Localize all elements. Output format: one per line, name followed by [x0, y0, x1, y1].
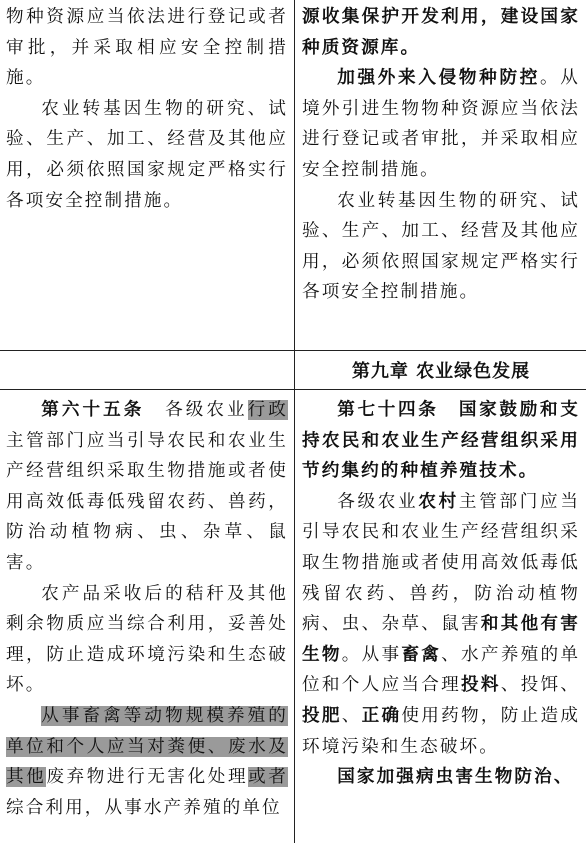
table-divider-vertical — [294, 0, 295, 843]
highlighted-text: 行政 — [247, 400, 288, 420]
highlighted-text: 从事畜禽等动物规模养殖的单位和个人应当对粪便、废水及其他 — [6, 705, 288, 788]
paragraph — [6, 701, 288, 823]
text-run — [439, 400, 459, 420]
highlighted-text: 或者 — [248, 767, 288, 788]
paragraph — [302, 487, 580, 762]
paragraph — [6, 579, 288, 701]
text-run: 。从事 — [341, 644, 402, 665]
row1-right-cell — [302, 2, 580, 348]
text-run: 物种资源应当依法进行登记或者审批，并采取相应安全控制措施。 — [6, 7, 288, 89]
table-rule-1 — [0, 350, 586, 351]
bold-text: 投肥 — [302, 704, 342, 726]
text-run: 综合利用，从事水产养殖的单位 — [6, 797, 282, 818]
text-run: 主管部门应当引导农民和农业生产经营组织采取生物措施或者使用高效低毒低残留农药、兽药，防治动植物病、虫、杂草、鼠害。 — [6, 430, 288, 573]
row3-left-cell — [6, 395, 288, 843]
paragraph — [6, 395, 288, 579]
row1-left-cell — [6, 2, 288, 348]
row2-left-cell — [6, 356, 288, 386]
paragraph — [302, 762, 580, 793]
bold-text: 第六十五条 — [41, 399, 145, 420]
text-run: 、水产养殖的单位和个人应当合理 — [302, 644, 580, 696]
row2-right-cell — [302, 357, 580, 387]
paragraph — [302, 63, 580, 185]
bold-text: 第七十四条 — [337, 399, 439, 420]
chapter-heading — [302, 357, 580, 387]
paragraph — [6, 2, 288, 94]
bold-text: 农村 — [418, 490, 459, 512]
bold-text: 第九章 农业绿色发展 — [351, 361, 531, 382]
bold-text: 国家加强病虫害生物防治、 — [337, 766, 574, 788]
text-run: 主管部门应当引导农民和农业生产经营组织采取生物措施或者使用高效低毒低残留农药、兽药，防治动植物病、虫、杂草、鼠害 — [302, 491, 580, 635]
text-run: 农产品采收后的秸秆及其他剩余物质应当综合利用，妥善处理，防止造成环境污染和生态破坏。 — [6, 583, 288, 696]
paragraph — [302, 186, 580, 308]
text-run: 各级农业 — [144, 400, 248, 420]
bold-text: 投料 — [460, 674, 501, 696]
paragraph — [6, 94, 288, 216]
bold-text: 和其他有害生物 — [302, 613, 580, 665]
table-rule-2 — [0, 389, 586, 390]
bold-text: 正确 — [361, 704, 402, 726]
bold-text: 国家鼓励和支持农民和农业生产经营组织采用节约集约的种植养殖技术。 — [302, 399, 580, 482]
bold-text: 畜禽 — [401, 643, 442, 665]
text-run: 各级农业 — [337, 491, 419, 512]
text-run: 废弃物进行无害化处理 — [46, 767, 249, 788]
text-run: 。从境外引进生物物种资源应当依法进行登记或者审批，并采取相应安全控制措施。 — [302, 68, 580, 180]
text-run: 农业转基因生物的研究、试验、生产、加工、经营及其他应用，必须依照国家规定严格实行各项安全控制措施。 — [302, 190, 580, 303]
bold-text: 源收集保护开发利用，建设国家种质资源库。 — [302, 6, 580, 58]
text-run: 农业转基因生物的研究、试验、生产、加工、经营及其他应用，必须依照国家规定严格实行各项安全控制措施。 — [6, 98, 288, 211]
paragraph — [302, 395, 580, 487]
paragraph — [302, 2, 580, 63]
text-run: 、 — [341, 705, 362, 726]
text-run: 使用药物，防止造成环境污染和生态破坏。 — [302, 705, 580, 757]
text-run: 、投饵、 — [500, 675, 580, 696]
bold-text: 加强外来入侵物种防控 — [337, 67, 541, 89]
row3-right-cell — [302, 395, 580, 843]
